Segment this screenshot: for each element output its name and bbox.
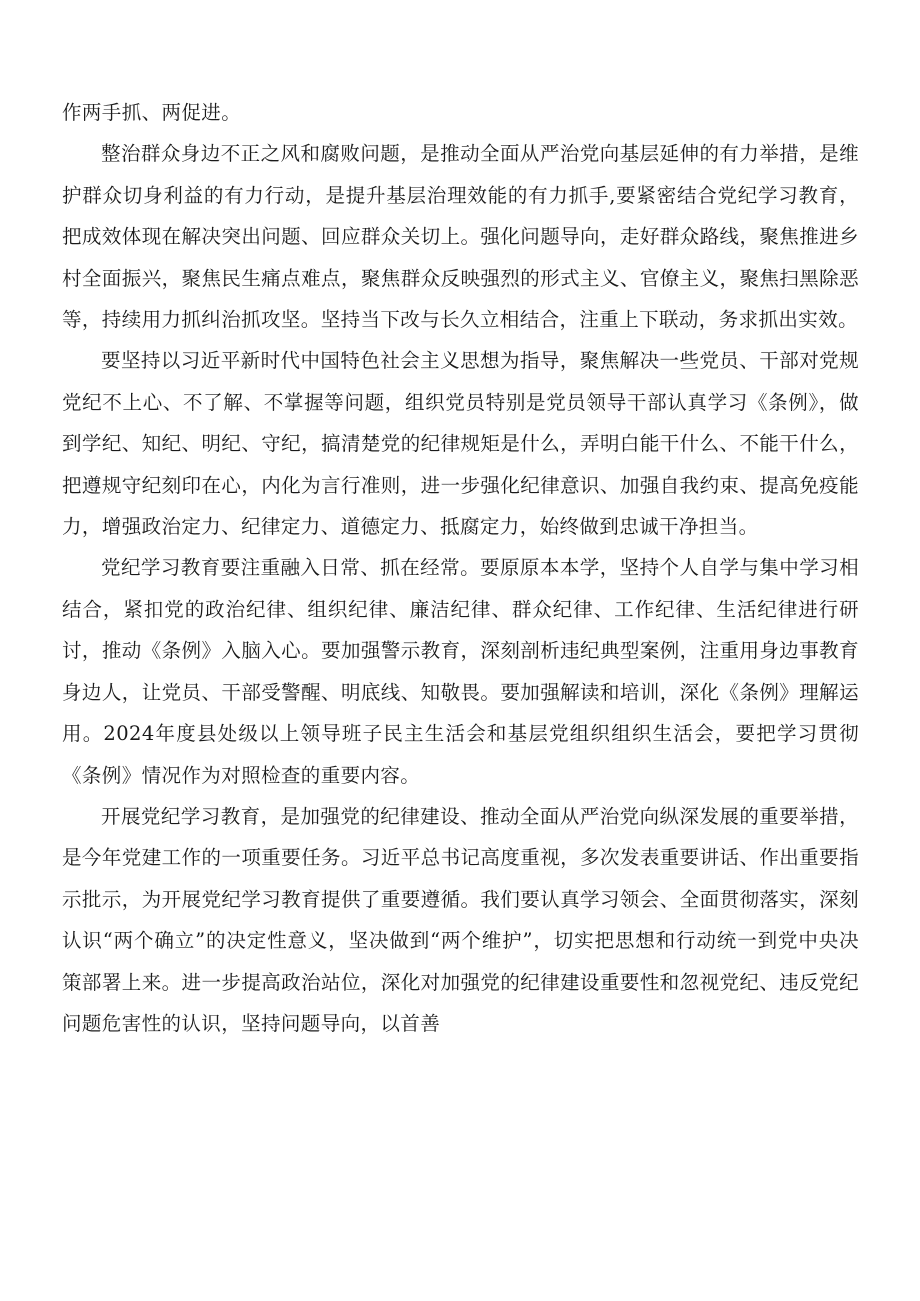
paragraph-4: 党纪学习教育要注重融入日常、抓在经常。要原原本本学，坚持个人自学与集中学习相结合，紧扣党的政治纪律、组织纪律、廉洁纪律、群众纪律、工作纪律、生活纪律进行研讨，推动《条例》入脑入心。要加强警示教育，深刻剖析违纪典型案例，注重用身边事教育身边人，让党员、干部受警醒、明底线、知敬畏。要加强解读和培训，深化《条例》理解运用。2024年度县处级以上领导班子民主生活会和基层党组织组织生活会，要把学习贯彻《条例》情况作为对照检查的重要内容。	[62, 556, 859, 787]
paragraph-3: 要坚持以习近平新时代中国特色社会主义思想为指导，聚焦解决一些党员、干部对党规党纪不上心、不了解、不掌握等问题，组织党员特别是党员领导干部认真学习《条例》，做到学纪、知纪、明纪、守纪，搞清楚党的纪律规矩是什么，弄明白能干什么、不能干什么，把遵规守纪刻印在心，内化为言行准则，进一步强化纪律意识、加强自我约束、提高免疫能力，增强政治定力、纪律定力、道德定力、抵腐定力，始终做到忠诚干净担当。	[62, 349, 859, 539]
paragraph-1: 作两手抓、两促进。	[62, 101, 242, 124]
document-body	[62, 92, 859, 1044]
paragraph-2: 整治群众身边不正之风和腐败问题，是推动全面从严治党向基层延伸的有力举措，是维护群众切身利益的有力行动，是提升基层治理效能的有力抓手,要紧密结合党纪学习教育，把成效体现在解决突出问题、回应群众关切上。强化问题导向，走好群众路线，聚焦推进乡村全面振兴，聚焦民生痛点难点，聚焦群众反映强烈的形式主义、官僚主义，聚焦扫黑除恶等，持续用力抓纠治抓攻坚。坚持当下改与长久立相结合，注重上下联动，务求抓出实效。	[62, 142, 859, 332]
paragraph-5: 开展党纪学习教育，是加强党的纪律建设、推动全面从严治党向纵深发展的重要举措，是今年党建工作的一项重要任务。习近平总书记高度重视，多次发表重要讲话、作出重要指示批示，为开展党纪学习教育提供了重要遵循。我们要认真学习领会、全面贯彻落实，深刻认识“两个确立”的决定性意义，坚决做到“两个维护”，切实把思想和行动统一到党中央决策部署上来。进一步提高政治站位，深化对加强党的纪律建设重要性和忽视党纪、违反党纪问题危害性的认识，坚持问题导向，以首善	[62, 804, 859, 1035]
